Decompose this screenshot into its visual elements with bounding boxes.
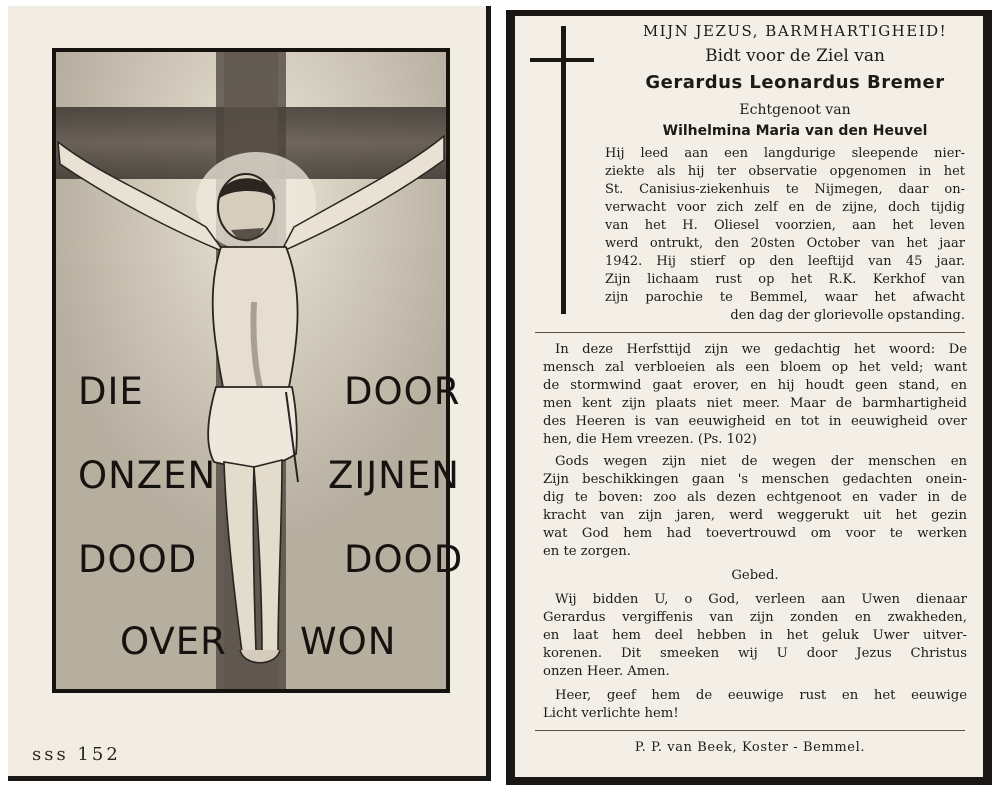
- card-text-panel: [515, 16, 983, 777]
- spouse-label: Echtgenoot van: [739, 102, 851, 118]
- motto-word-zijnen: ZIJNEN: [328, 454, 460, 497]
- body-line: Gods wegen zijn niet de wegen der menschen en: [555, 454, 967, 469]
- series-number: sss 152: [32, 744, 121, 765]
- body-line: en laat hem deel hebben in het geluk Uwer uitver-: [543, 628, 967, 643]
- motto-word-won: WON: [300, 620, 397, 663]
- motto-word-die: DIE: [78, 370, 144, 413]
- body-line: de stormwind gaat erover, en hij houdt geen stand, en: [543, 378, 967, 393]
- body-line: hen, die Hem vreezen. (Ps. 102): [543, 432, 757, 447]
- body-line: des Heeren is van eeuwigheid en tot in eeuwigheid over: [543, 414, 967, 429]
- bio-line: Zijn lichaam rust op het R.K. Kerkhof van: [605, 272, 965, 287]
- body-line: wat God hem had toevertrouwd om voor te werken: [543, 526, 967, 541]
- divider: [535, 730, 965, 731]
- bio-line: zijn parochie te Bemmel, waar het afwacht: [605, 290, 965, 305]
- body-line: Zijn beschikkingen gaan 's menschen gedachten onein-: [543, 472, 967, 487]
- bio-line: Hij leed aan een langdurige sleepende nier-: [605, 146, 965, 161]
- body-line: korenen. Dit smeeken wij U door Jezus Christus: [543, 646, 967, 661]
- body-line: kracht van zijn jaren, werd weggerukt uit het gezin: [543, 508, 967, 523]
- cross-icon-crossbar: [530, 58, 594, 62]
- motto-word-dood-right: DOOD: [344, 538, 464, 581]
- motto-word-onzen: ONZEN: [78, 454, 217, 497]
- body-line: onzen Heer. Amen.: [543, 664, 670, 679]
- cross-icon: [561, 26, 566, 314]
- bio-line: den dag der glorievolle opstanding.: [730, 308, 965, 323]
- prayer-title: Gebed.: [731, 568, 779, 583]
- body-line: en te zorgen.: [543, 544, 631, 559]
- printer-credit: P. P. van Beek, Koster - Bemmel.: [634, 740, 866, 755]
- card-heading: MIJN JEZUS, BARMHARTIGHEID!: [642, 22, 948, 40]
- body-line: Gerardus vergiffenis van zijn zonden en zwakheden,: [543, 610, 967, 625]
- bio-line: ziekte als hij ter observatie opgenomen in het: [605, 164, 965, 179]
- bio-line: verwacht voor zich zelf en de zijne, doch tijdig: [605, 200, 965, 215]
- crucifix-illustration: [52, 48, 464, 693]
- memorial-card-front: [8, 6, 491, 781]
- bio-line: van het H. Oliesel voorzien, aan het leven: [605, 218, 965, 233]
- body-line: Heer, geef hem de eeuwige rust en het eeuwige: [555, 688, 967, 703]
- body-line: mensch zal verbloeien als een bloem op het veld; want: [543, 360, 967, 375]
- body-line: Wij bidden U, o God, verleen aan Uwen dienaar: [555, 592, 967, 607]
- pray-title: Bidt voor de Ziel van: [705, 46, 885, 66]
- motto-word-dood-left: DOOD: [78, 538, 198, 581]
- motto-word-over: OVER: [120, 620, 227, 663]
- body-line: dig te boven: zoo als dezen echtgenoot en vader in de: [543, 490, 967, 505]
- bio-line: werd ontrukt, den 20sten October van het jaar: [605, 236, 965, 251]
- deceased-name: Gerardus Leonardus Bremer: [645, 72, 945, 93]
- body-line: Licht verlichte hem!: [543, 706, 679, 721]
- spouse-name: Wilhelmina Maria van den Heuvel: [662, 123, 928, 139]
- motto-word-door: DOOR: [344, 370, 461, 413]
- divider: [535, 332, 965, 333]
- memorial-card-back: [506, 10, 992, 785]
- body-line: men kent zijn plaats niet meer. Maar de barmhartigheid: [543, 396, 967, 411]
- bio-line: 1942. Hij stierf op den leeftijd van 45 jaar.: [605, 254, 965, 269]
- body-line: In deze Herfsttijd zijn we gedachtig het woord: De: [555, 342, 967, 357]
- bio-line: St. Canisius-ziekenhuis te Nijmegen, daar on-: [605, 182, 965, 197]
